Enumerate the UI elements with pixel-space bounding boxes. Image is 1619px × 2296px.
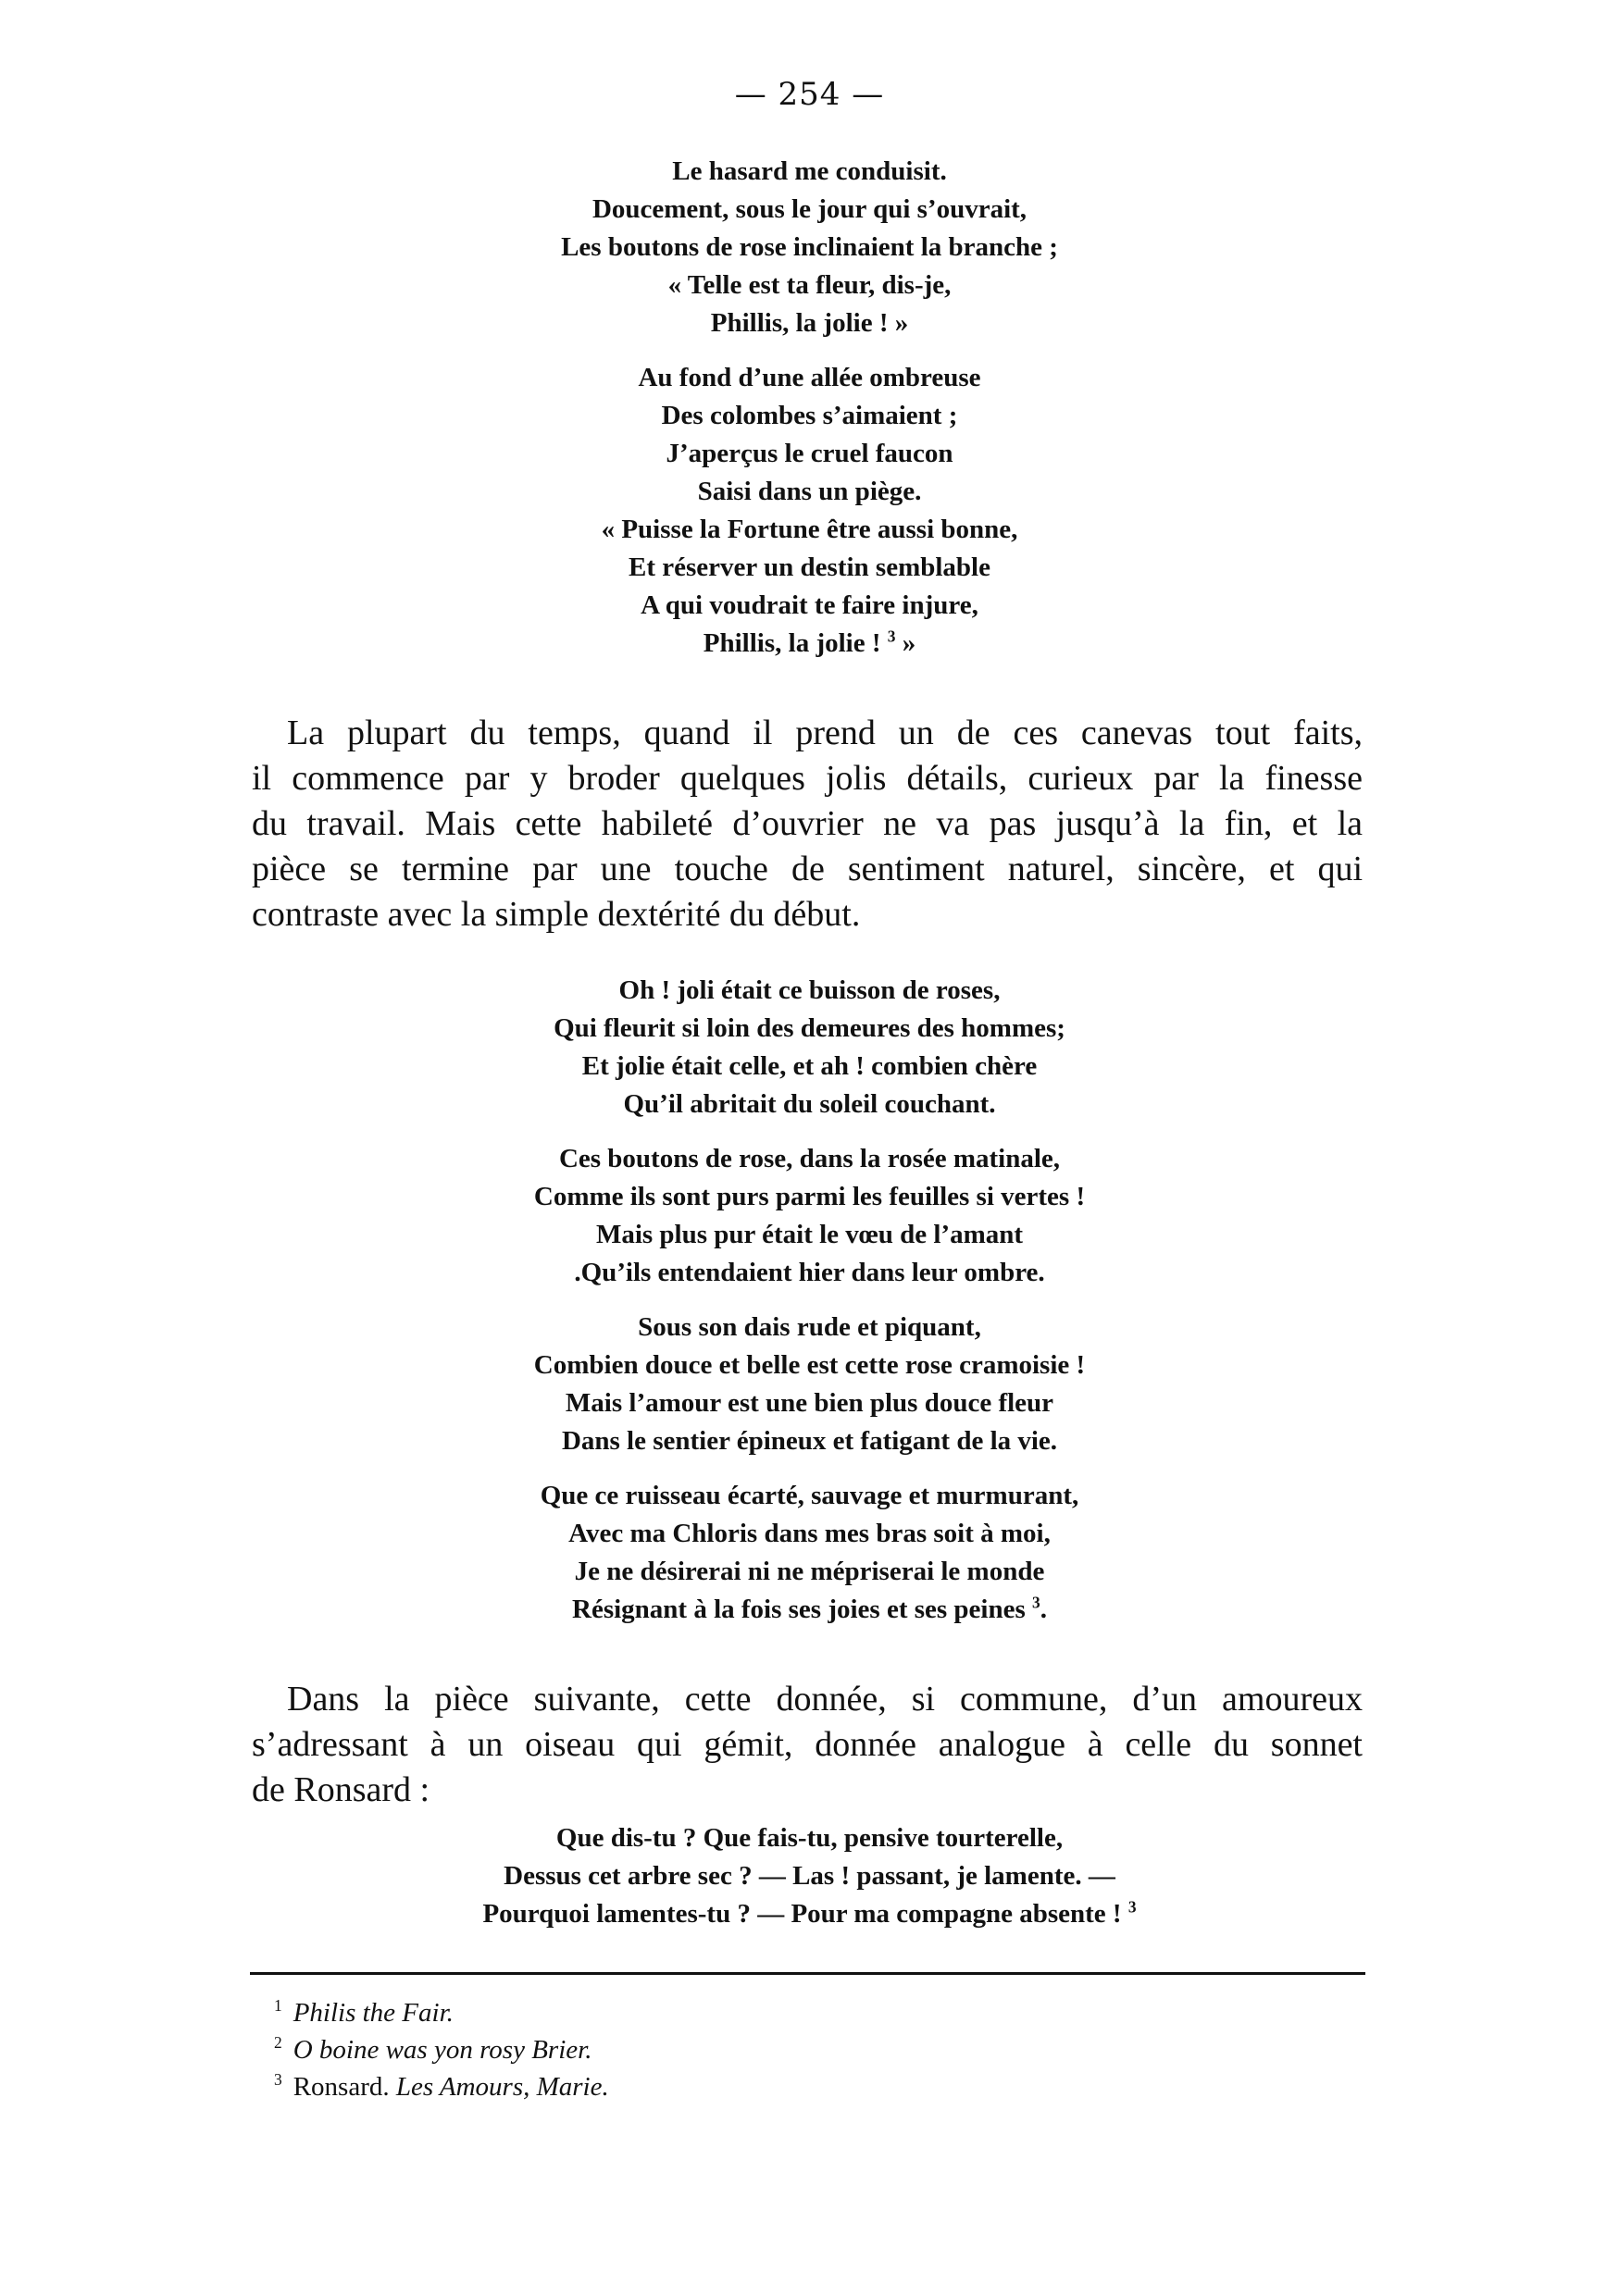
footnote-ref: 3 bbox=[1032, 1593, 1040, 1612]
footnote bbox=[274, 2068, 609, 2105]
footnote-text: O boine was yon rosy Brier. bbox=[293, 2035, 592, 2065]
stanza bbox=[0, 153, 1619, 342]
page-number: — 254 — bbox=[734, 76, 885, 113]
footnote-text: Les Amours, Marie. bbox=[395, 2072, 609, 2102]
paragraph-2 bbox=[252, 1677, 1363, 1813]
paragraph-1 bbox=[252, 711, 1363, 937]
verse-line bbox=[0, 1591, 1619, 1629]
stanza bbox=[0, 1140, 1619, 1292]
verse-line: J’aperçus le cruel faucon bbox=[666, 439, 953, 468]
verse-line-text: Résignant à la fois ses joies et ses peines bbox=[572, 1595, 1026, 1624]
verse-line: Avec ma Chloris dans mes bras soit à moi, bbox=[568, 1519, 1051, 1548]
verse-line: Combien douce et belle est cette rose cramoisie ! bbox=[533, 1350, 1086, 1380]
footnotes bbox=[274, 1994, 609, 2105]
footnote-ref: 3 bbox=[1127, 1897, 1137, 1917]
verse-line: Les boutons de rose inclinaient la branche ; bbox=[561, 232, 1058, 262]
footnote-number: 2 bbox=[274, 2033, 282, 2053]
verse-line: Sous son dais rude et piquant, bbox=[638, 1312, 981, 1342]
footnote-number: 3 bbox=[274, 2070, 282, 2090]
verse-line bbox=[0, 625, 1619, 663]
verse-line: Que dis-tu ? Que fais-tu, pensive tourterelle, bbox=[555, 1823, 1064, 1853]
verse-line: Au fond d’une allée ombreuse bbox=[638, 363, 981, 392]
verse-line: .Qu’ils entendaient hier dans leur ombre. bbox=[574, 1258, 1045, 1287]
verse-line: Que ce ruisseau écarté, sauvage et murmurant, bbox=[540, 1481, 1079, 1510]
footnote-text: Philis the Fair. bbox=[293, 1998, 454, 2028]
footnote-author: Ronsard. bbox=[293, 2072, 390, 2102]
verse-line: Et réserver un destin semblable bbox=[629, 552, 990, 582]
prose-line: Dans la pièce suivante, cette donnée, si commune, d’un amoureux bbox=[287, 1680, 1363, 1719]
verse-line: Et jolie était celle, et ah ! combien chère bbox=[581, 1051, 1038, 1081]
verse-line: Qui fleurit si loin des demeures des hommes; bbox=[554, 1013, 1065, 1043]
prose-line: il commence par y broder quelques jolis détails, curieux par la finesse bbox=[252, 759, 1363, 798]
stanza bbox=[0, 972, 1619, 1123]
verse-line: Je ne désirerai ni ne mépriserai le monde bbox=[574, 1557, 1045, 1586]
verse-line: « Puisse la Fortune être aussi bonne, bbox=[601, 515, 1018, 544]
line-end-punct: . bbox=[1040, 1595, 1047, 1624]
verse-line: Doucement, sous le jour qui s’ouvrait, bbox=[592, 194, 1027, 224]
footnote bbox=[274, 1994, 609, 2031]
verse-line: Mais l’amour est une bien plus douce fleur bbox=[565, 1388, 1054, 1418]
prose-line: pièce se termine par une touche de sentiment naturel, sincère, et qui bbox=[252, 850, 1363, 888]
verse-line bbox=[0, 1895, 1619, 1933]
verse-line: Ces boutons de rose, dans la rosée matinale, bbox=[558, 1144, 1061, 1173]
stanza bbox=[0, 359, 1619, 663]
closing-quote: » bbox=[902, 628, 916, 658]
prose-line: du travail. Mais cette habileté d’ouvrier ne va pas jusqu’à la fin, et la bbox=[252, 804, 1363, 843]
prose-line: contraste avec la simple dextérité du début. bbox=[252, 895, 861, 934]
prose-line: s’adressant à un oiseau qui gémit, donnée analogue à celle du sonnet bbox=[252, 1725, 1363, 1764]
verse-line: Saisi dans un piège. bbox=[697, 477, 922, 506]
footnote-number: 1 bbox=[274, 1996, 282, 2016]
verse-block-3 bbox=[0, 1819, 1619, 1933]
stanza bbox=[0, 1309, 1619, 1460]
prose-line: La plupart du temps, quand il prend un de ces canevas tout faits, bbox=[287, 714, 1363, 752]
verse-line: Des colombes s’aimaient ; bbox=[661, 401, 958, 430]
verse-line: « Telle est ta fleur, dis-je, bbox=[667, 270, 952, 300]
footnote bbox=[274, 2031, 609, 2068]
verse-line-text: Phillis, la jolie ! bbox=[703, 628, 881, 658]
verse-line: Le hasard me conduisit. bbox=[672, 156, 947, 186]
footnote-divider bbox=[250, 1972, 1365, 1975]
stanza bbox=[0, 1477, 1619, 1629]
verse-block-1 bbox=[0, 153, 1619, 663]
verse-line: Dessus cet arbre sec ? — Las ! passant, je lamente. — bbox=[504, 1861, 1115, 1891]
footnote-ref: 3 bbox=[887, 627, 896, 646]
verse-line-text: Pourquoi lamentes-tu ? — Pour ma compagne absente ! bbox=[482, 1899, 1122, 1929]
verse-block-2 bbox=[0, 972, 1619, 1629]
verse-line: Qu’il abritait du soleil couchant. bbox=[623, 1089, 996, 1119]
verse-line: Mais plus pur était le vœu de l’amant bbox=[595, 1220, 1024, 1249]
verse-line: Comme ils sont purs parmi les feuilles si vertes ! bbox=[533, 1182, 1086, 1211]
verse-line: Phillis, la jolie ! » bbox=[710, 308, 909, 338]
verse-line: Oh ! joli était ce buisson de roses, bbox=[618, 975, 1001, 1005]
prose-line: de Ronsard : bbox=[252, 1770, 430, 1809]
verse-line: Dans le sentier épineux et fatigant de la vie. bbox=[561, 1426, 1058, 1456]
verse-line: A qui voudrait te faire injure, bbox=[641, 590, 978, 620]
